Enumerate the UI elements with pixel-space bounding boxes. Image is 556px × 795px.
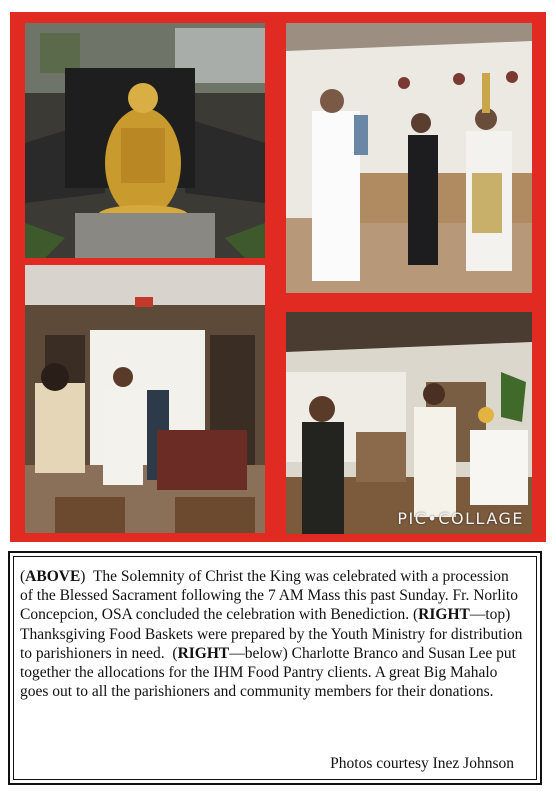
suffix-right-top: —top) (469, 606, 511, 624)
text-right-top: Thanksgiving Food Baskets were prepared by the Youth Ministry for distribution to parishioners in need. (20, 625, 523, 662)
text-above: The Solemnity of Christ the King was celebrated with a procession of the Blessed Sacrament following the 7 AM Mass this past Sunday. Fr. Norlito Concepcion, OSA concluded the celebration with Benediction. (20, 568, 518, 624)
text-right-below: Charlotte Branco and Susan Lee put together the allocations for the IHM Food Pantry clients. A great Big Mahalo goes out to all the parishioners and community members for their donations. (20, 644, 516, 701)
label-above: ABOVE (25, 568, 81, 585)
photo-statue (25, 23, 265, 258)
caption-box (8, 551, 542, 785)
pic-collage-watermark: PIC•COLLAGE (397, 509, 524, 528)
photo-benediction (286, 312, 532, 534)
caption-text: (ABOVE) The Solemnity of Christ the King was celebrated with a procession of the Blessed Sacrament following the 7 AM Mass this past Sunday. Fr. Norlito Concepcion, OSA concluded the celebration with Benediction. (RIGHT—top) Thanksgiving Food Baskets were prepared by the Youth Ministry for distribution to parishioners in need. (RIGHT—below) Charlotte Branco and Susan Lee put together the allocations for the IHM Food Pantry clients. A great Big Mahalo goes out to all the parishioners and community members for their donations. (20, 568, 523, 701)
label-right-below: RIGHT (177, 644, 230, 662)
photo-collage (10, 12, 546, 542)
photo-credit: Photos courtesy Inez Johnson (330, 755, 514, 772)
photo-procession (286, 23, 532, 293)
suffix-right-below: —below) (229, 644, 288, 662)
label-right-top: RIGHT (418, 606, 470, 624)
photo-altar-servers (25, 265, 265, 533)
